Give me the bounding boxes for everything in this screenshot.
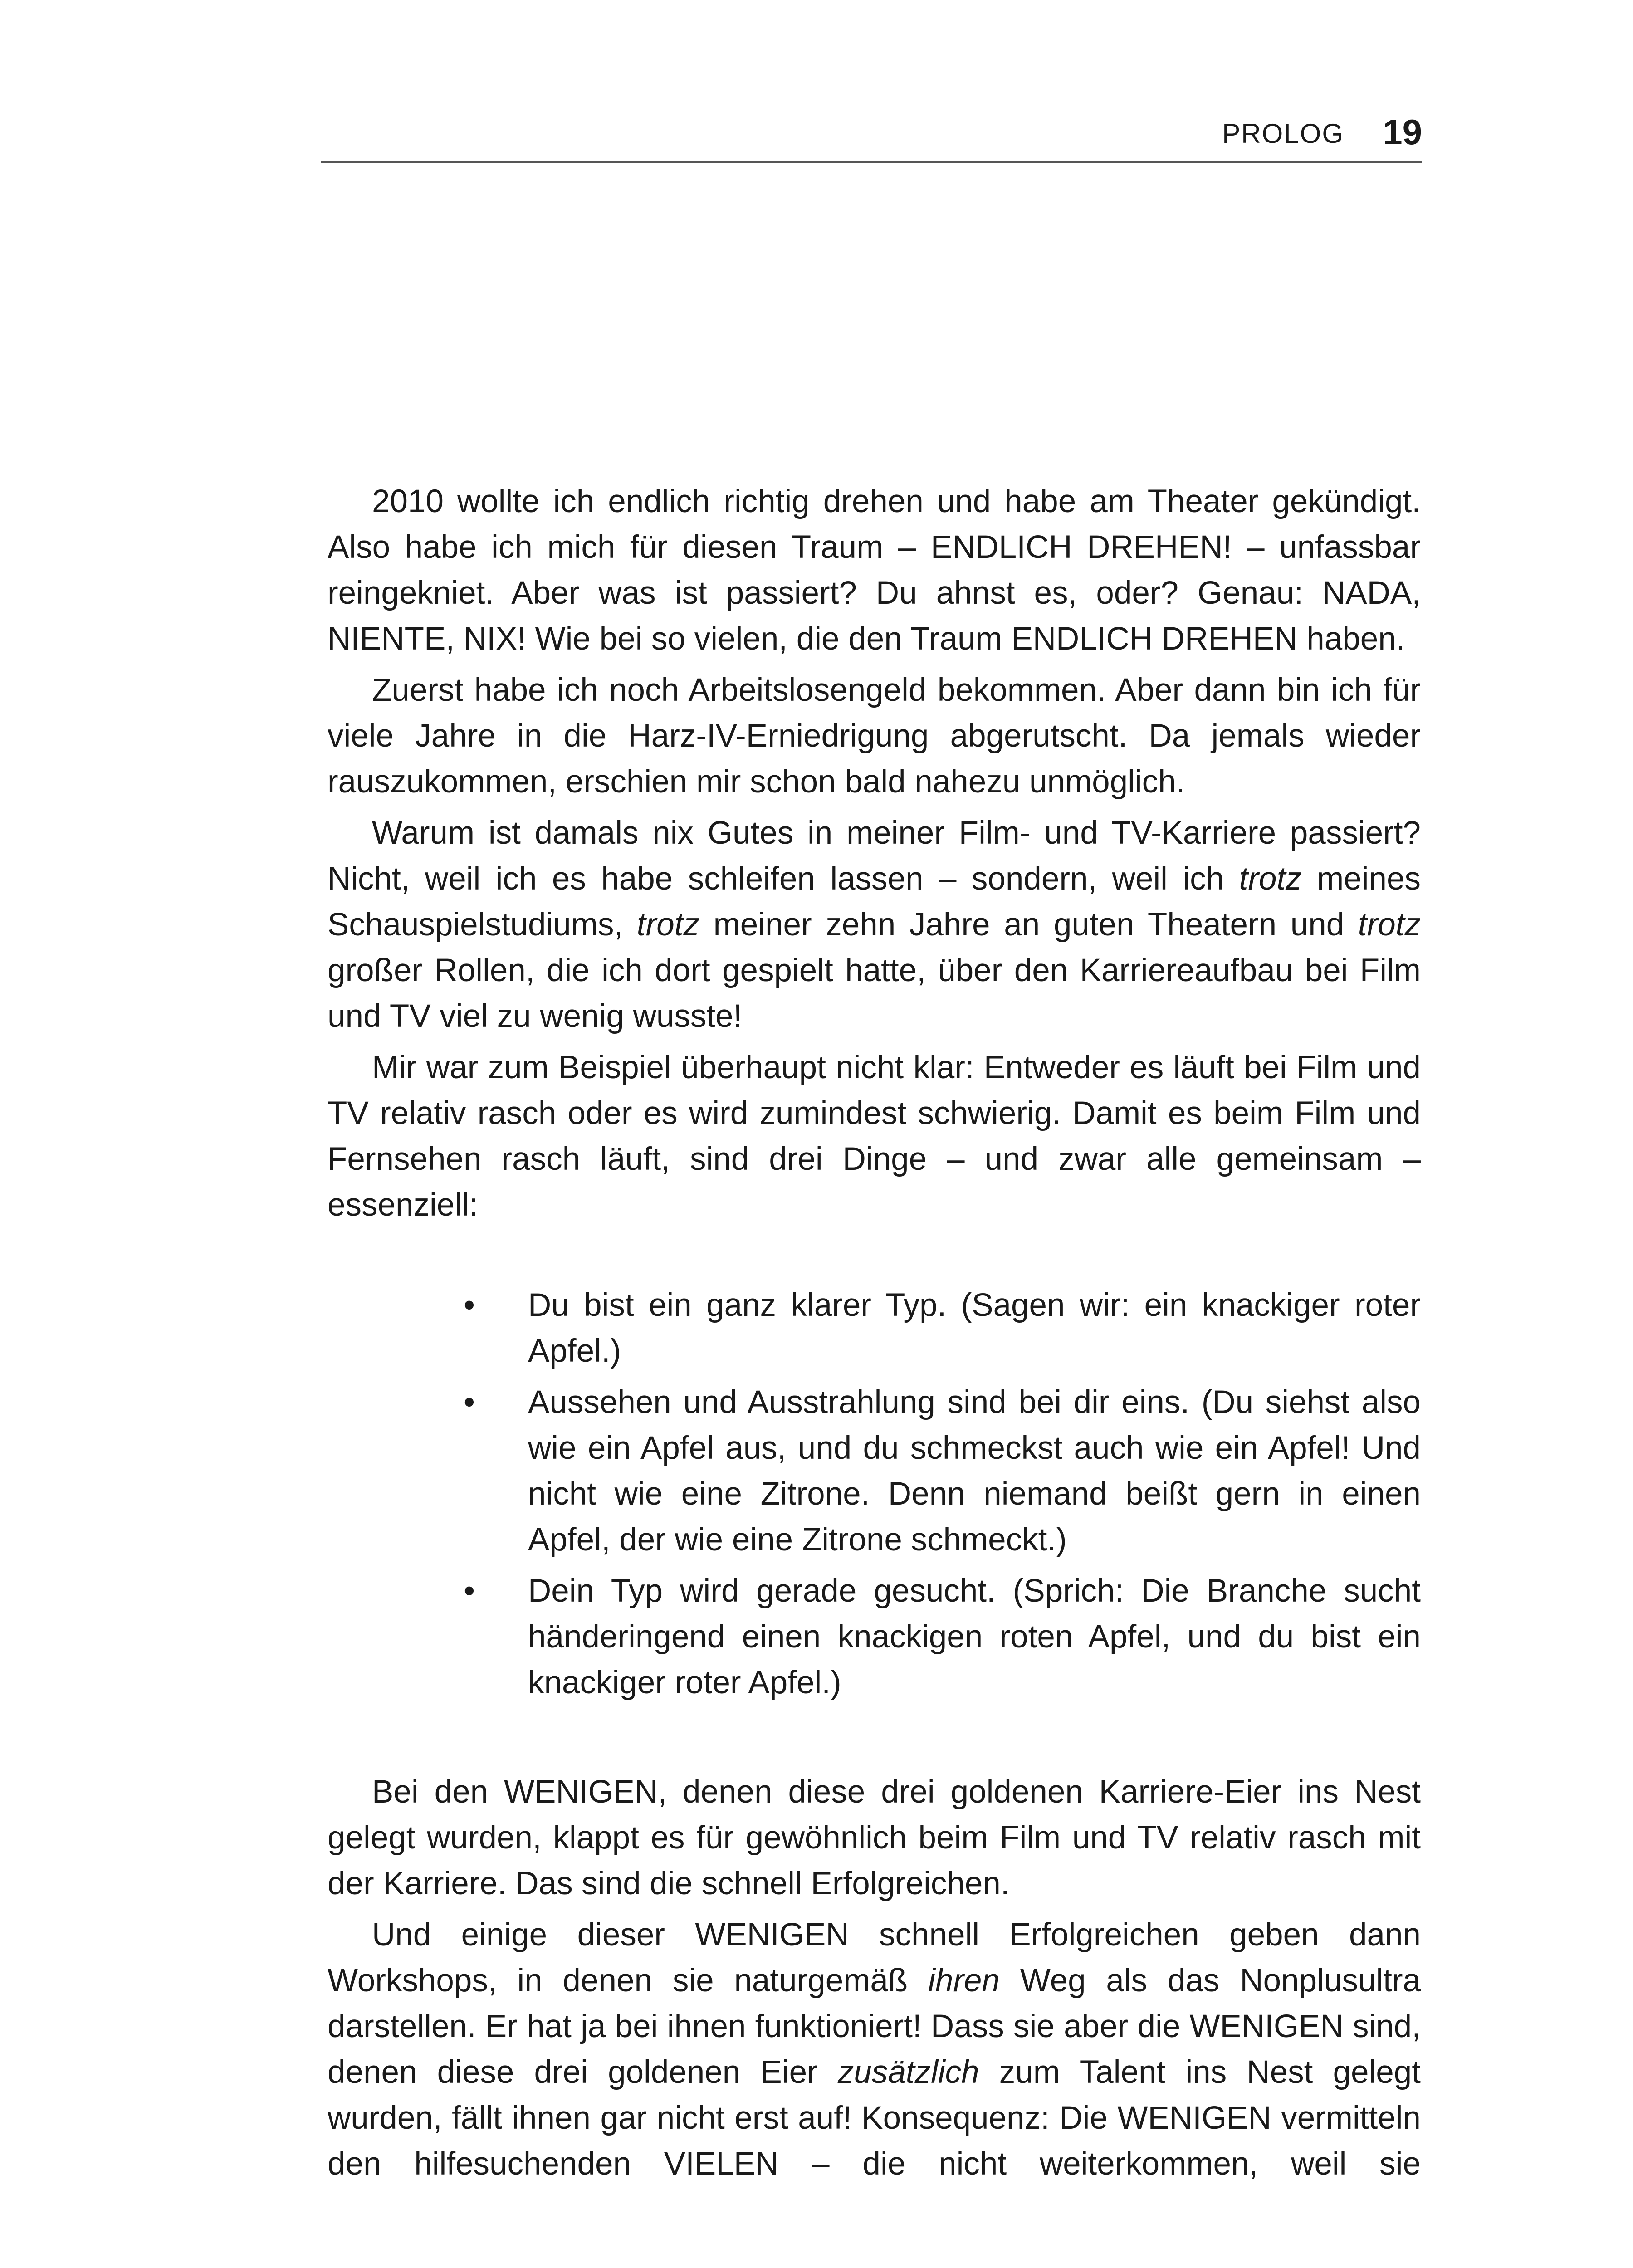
bullet-icon: • (464, 1287, 475, 1323)
paragraph (328, 479, 1421, 662)
text-run: Weg als das Nonplusultra darstellen. Er hat ja bei ihnen funktioniert! Dass sie aber die WENIGEN sind, denen diese drei goldenen Eier (328, 1963, 1421, 2090)
text-run: Mir war zum Beispiel überhaupt nicht klar: Entweder es läuft bei Film und TV relativ rasch oder es wird zumindest schwierig. Damit es beim Film und Fernsehen rasch läuft, sind drei Dinge – und zwar alle gemeinsam – essenziell: (328, 1050, 1421, 1223)
paragraph (328, 1912, 1421, 2187)
bullet-text: Dein Typ wird gerade gesucht. (Sprich: Die Branche sucht händeringend einen knackigen roten Apfel, und du bist ein knackiger roter Apfel.) (528, 1573, 1421, 1701)
paragraph-group-bottom (328, 1769, 1421, 2187)
text-run: Warum ist damals nix Gutes in meiner Film- und TV-Karriere passiert? Nicht, weil ich es habe schleifen lassen – sondern, weil ich (328, 815, 1421, 897)
page-number: 19 (1383, 112, 1422, 152)
text-run: Bei den WENIGEN, denen diese drei goldenen Karriere-Eier ins Nest gelegt wurden, klappt es für gewöhnlich beim Film und TV relativ rasch mit der Karriere. Das sind die schnell Erfolgreichen. (328, 1774, 1421, 1901)
emphasis-text: ihren (928, 1963, 1000, 1999)
bullet-text: Du bist ein ganz klarer Typ. (Sagen wir: ein knackiger roter Apfel.) (528, 1287, 1421, 1369)
text-run: meines Schauspielstudiums, (328, 861, 1421, 943)
text-run: Zuerst habe ich noch Arbeitslosengeld bekommen. Aber dann bin ich für viele Jahre in die Harz-IV-Erniedrigung abgerutscht. Da jemals wieder rauszukommen, erschien mir schon bald nahezu unmöglich. (328, 672, 1421, 800)
emphasis-text: trotz (1239, 861, 1302, 897)
paragraph-group-top (328, 479, 1421, 1228)
text-run: meiner zehn Jahre an guten Theatern und (699, 907, 1358, 943)
paragraph (328, 667, 1421, 805)
emphasis-text: trotz (636, 907, 699, 943)
text-run: großer Rollen, die ich dort gespielt hatte, über den Karriereaufbau bei Film und TV viel zu wenig wusste! (328, 953, 1421, 1034)
bullet-item (328, 1282, 1421, 1374)
running-header (321, 109, 1422, 163)
text-run: zum Talent ins Nest gelegt wurden, fällt ihnen gar nicht erst auf! Konsequenz: Die WENIGEN vermitteln den hilfesuchenden VIELEN – die nicht weiterkommen, weil sie (328, 2054, 1421, 2182)
bullet-list (328, 1282, 1421, 1706)
emphasis-text: zusätzlich (837, 2054, 979, 2090)
bullet-icon: • (464, 1384, 475, 1420)
emphasis-text: trotz (1358, 907, 1421, 943)
bullet-icon: • (464, 1573, 475, 1609)
bullet-item (328, 1568, 1421, 1706)
bullet-text: Aussehen und Ausstrahlung sind bei dir eins. (Du siehst also wie ein Apfel aus, und du schmeckst auch wie ein Apfel! Und nicht wie eine Zitrone. Denn niemand beißt gern in einen Apfel, der wie eine Zitrone schmeckt.) (528, 1384, 1421, 1558)
text-run: 2010 wollte ich endlich richtig drehen und habe am Theater gekündigt. Also habe ich mich für diesen Traum – ENDLICH DREHEN! – unfassbar reingekniet. Aber was ist passiert? Du ahnst es, oder? Genau: NADA, NIENTE, NIX! Wie bei so vielen, die den Traum ENDLICH DREHEN haben. (328, 484, 1421, 657)
paragraph (328, 1769, 1421, 1906)
paragraph (328, 810, 1421, 1039)
section-title: PROLOG (1222, 118, 1344, 149)
paragraph (328, 1045, 1421, 1228)
text-run: Und einige dieser WENIGEN schnell Erfolgreichen geben dann Workshops, in denen sie naturgemäß (328, 1917, 1421, 1999)
body-text (328, 479, 1421, 2192)
bullet-item (328, 1379, 1421, 1563)
